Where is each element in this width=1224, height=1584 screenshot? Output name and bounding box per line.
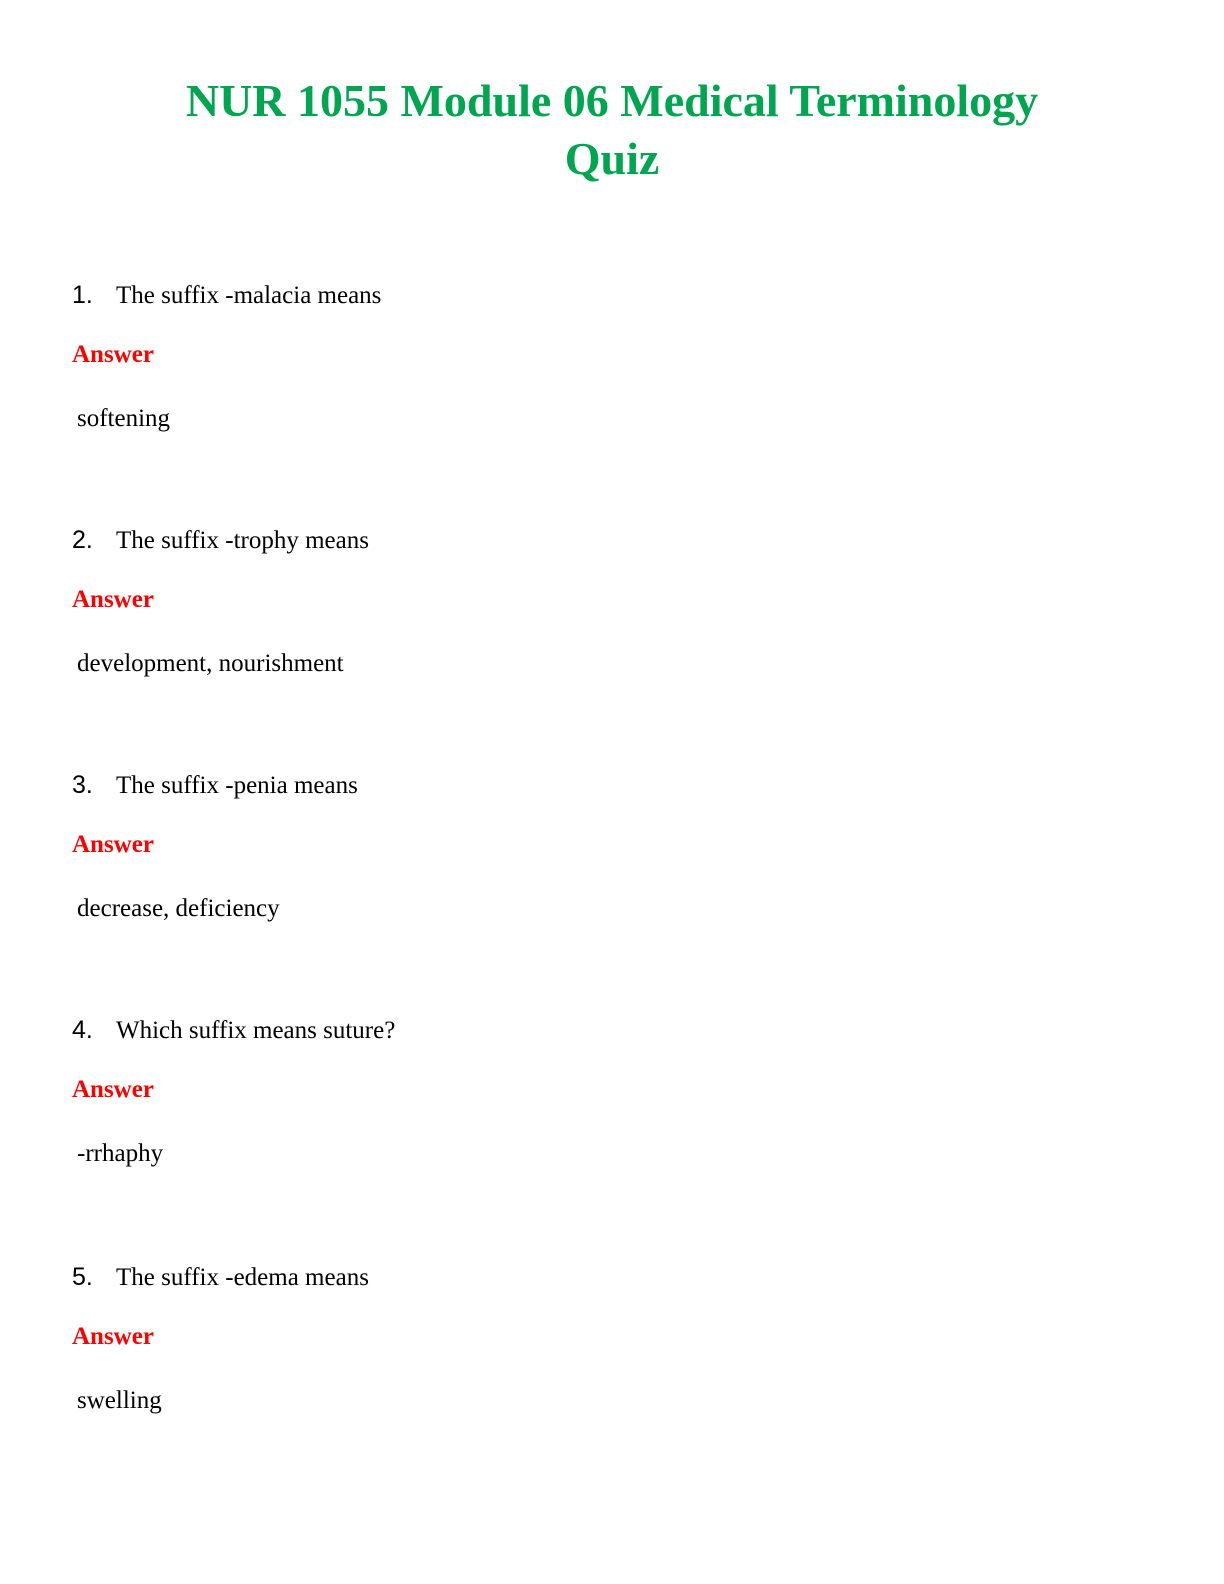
question-text: Which suffix means suture?	[116, 1017, 396, 1044]
answer-text: decrease, deficiency	[77, 895, 280, 922]
answer-label: Answer	[72, 831, 154, 858]
page-title	[0, 72, 1224, 188]
answer-text: development, nourishment	[77, 650, 344, 677]
question-line	[72, 1262, 369, 1293]
answer-label: Answer	[72, 1323, 154, 1350]
question-number: 5.	[72, 1263, 93, 1291]
question-text: The suffix -trophy means	[116, 527, 369, 554]
question-text: The suffix -malacia means	[116, 282, 382, 309]
question-line	[72, 770, 358, 801]
question-line	[72, 525, 369, 556]
question-number: 1.	[72, 281, 93, 309]
answer-text: softening	[77, 405, 171, 432]
question-number: 2.	[72, 526, 93, 554]
answer-label: Answer	[72, 341, 154, 368]
question-number: 4.	[72, 1016, 93, 1044]
question-number: 3.	[72, 771, 93, 799]
title-line-2: Quiz	[564, 133, 660, 184]
question-text: The suffix -penia means	[116, 772, 358, 799]
question-line	[72, 280, 381, 311]
answer-text: swelling	[77, 1387, 162, 1414]
answer-label: Answer	[72, 586, 154, 613]
answer-label: Answer	[72, 1076, 154, 1103]
question-line	[72, 1015, 395, 1046]
answer-text: -rrhaphy	[77, 1140, 164, 1167]
title-line-1: NUR 1055 Module 06 Medical Terminology	[185, 75, 1039, 126]
question-text: The suffix -edema means	[116, 1264, 369, 1291]
